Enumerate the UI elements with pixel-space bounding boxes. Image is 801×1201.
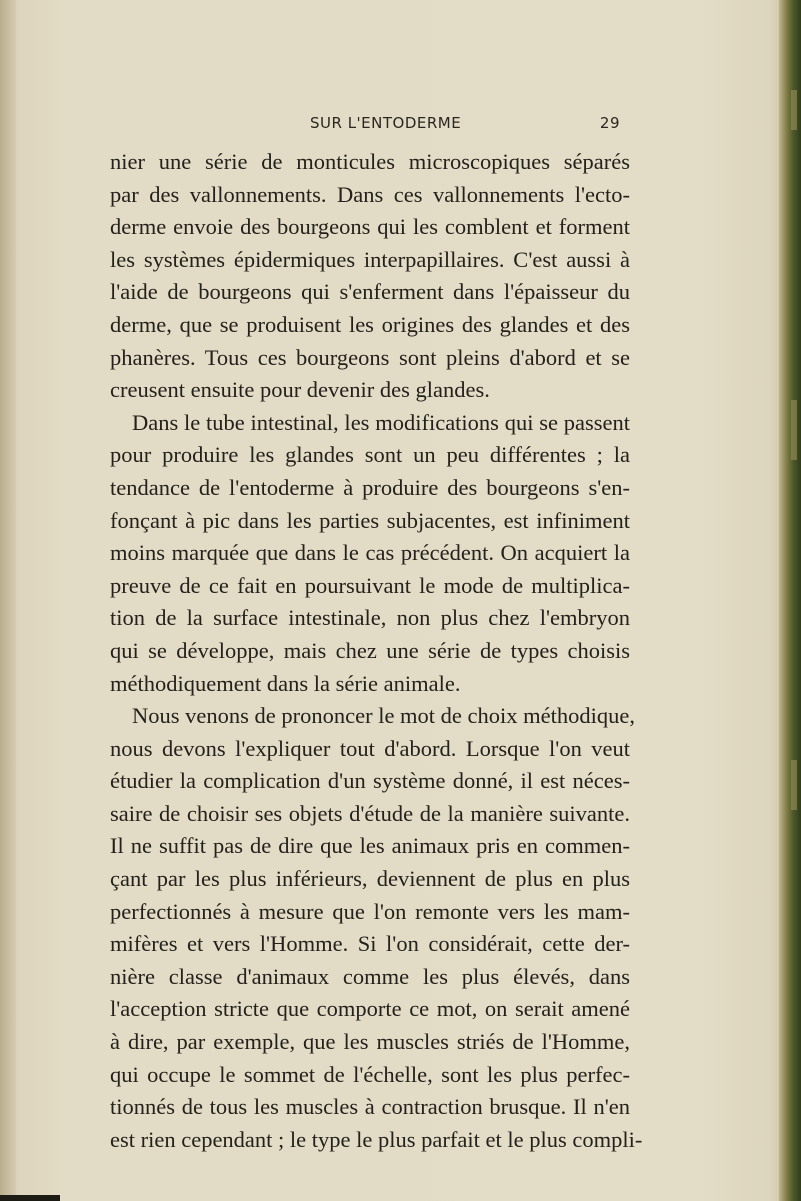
text-line: tion de la surface intestinale, non plus chez l'embryon: [110, 605, 630, 631]
text-line: nière classe d'animaux comme les plus élevés, dans: [110, 963, 630, 989]
text-line: à dire, par exemple, que les muscles striés de l'Homme,: [110, 1029, 630, 1055]
text-line: pour produire les glandes sont un peu différentes ; la: [110, 442, 630, 468]
text-line: Il ne suffit pas de dire que les animaux pris en commen-: [110, 833, 630, 859]
text-line: creusent ensuite pour devenir des glandes.: [110, 377, 490, 403]
text-line: moins marquée que dans le cas précédent. On acquiert la: [110, 540, 630, 566]
text-line: preuve de ce fait en poursuivant le mode de multiplica-: [110, 572, 630, 598]
text-line: l'acception stricte que comporte ce mot, on serait amené: [110, 996, 630, 1022]
text-line: Nous venons de prononcer le mot de choix méthodique,: [132, 703, 636, 729]
text-line: Dans le tube intestinal, les modifications qui se passent: [132, 409, 630, 435]
text-line: nier une série de monticules microscopiques séparés: [110, 149, 630, 174]
text-line: mifères et vers l'Homme. Si l'on considérait, cette der-: [110, 931, 630, 957]
page-number: 29: [599, 114, 620, 132]
binding-mark: [791, 760, 797, 810]
text-line: les systèmes épidermiques interpapillaires. C'est aussi à: [110, 246, 630, 272]
bottom-edge-shadow: [0, 1195, 60, 1201]
binding-mark: [791, 400, 797, 460]
right-binding-edge: [779, 0, 801, 1201]
text-line: tionnés de tous les muscles à contraction brusque. Il n'en: [110, 1094, 630, 1120]
text-line: qui occupe le sommet de l'échelle, sont les plus perfec-: [110, 1061, 630, 1087]
text-line: étudier la complication d'un système donné, il est néces-: [110, 768, 630, 794]
text-line: par des vallonnements. Dans ces vallonnements l'ecto-: [110, 181, 630, 207]
text-line: perfectionnés à mesure que l'on remonte vers les mam-: [110, 898, 630, 924]
body-text: [110, 146, 643, 1156]
text-line: derme envoie des bourgeons qui les comblent et forment: [110, 214, 630, 240]
text-line: çant par les plus inférieurs, deviennent de plus en plus: [110, 866, 630, 892]
text-line: qui se développe, mais chez une série de types choisis: [110, 637, 630, 663]
running-head: [110, 114, 620, 138]
text-line: tendance de l'entoderme à produire des bourgeons s'en-: [110, 474, 630, 500]
running-title: SUR L'ENTODERME: [310, 114, 462, 132]
text-line: nous devons l'expliquer tout d'abord. Lorsque l'on veut: [110, 735, 630, 761]
text-line: fonçant à pic dans les parties subjacentes, est infiniment: [110, 507, 630, 533]
text-line: phanères. Tous ces bourgeons sont pleins d'abord et se: [110, 344, 630, 370]
binding-mark: [791, 90, 797, 130]
text-line: derme, que se produisent les origines des glandes et des: [110, 311, 630, 337]
text-line: l'aide de bourgeons qui s'enferment dans l'épaisseur du: [110, 279, 630, 305]
left-gutter-shadow: [0, 0, 16, 1201]
text-line: saire de choisir ses objets d'étude de la manière suivante.: [110, 800, 630, 826]
text-line: méthodiquement dans la série animale.: [110, 670, 461, 696]
text-line: est rien cependant ; le type le plus parfait et le plus compli-: [110, 1126, 643, 1152]
